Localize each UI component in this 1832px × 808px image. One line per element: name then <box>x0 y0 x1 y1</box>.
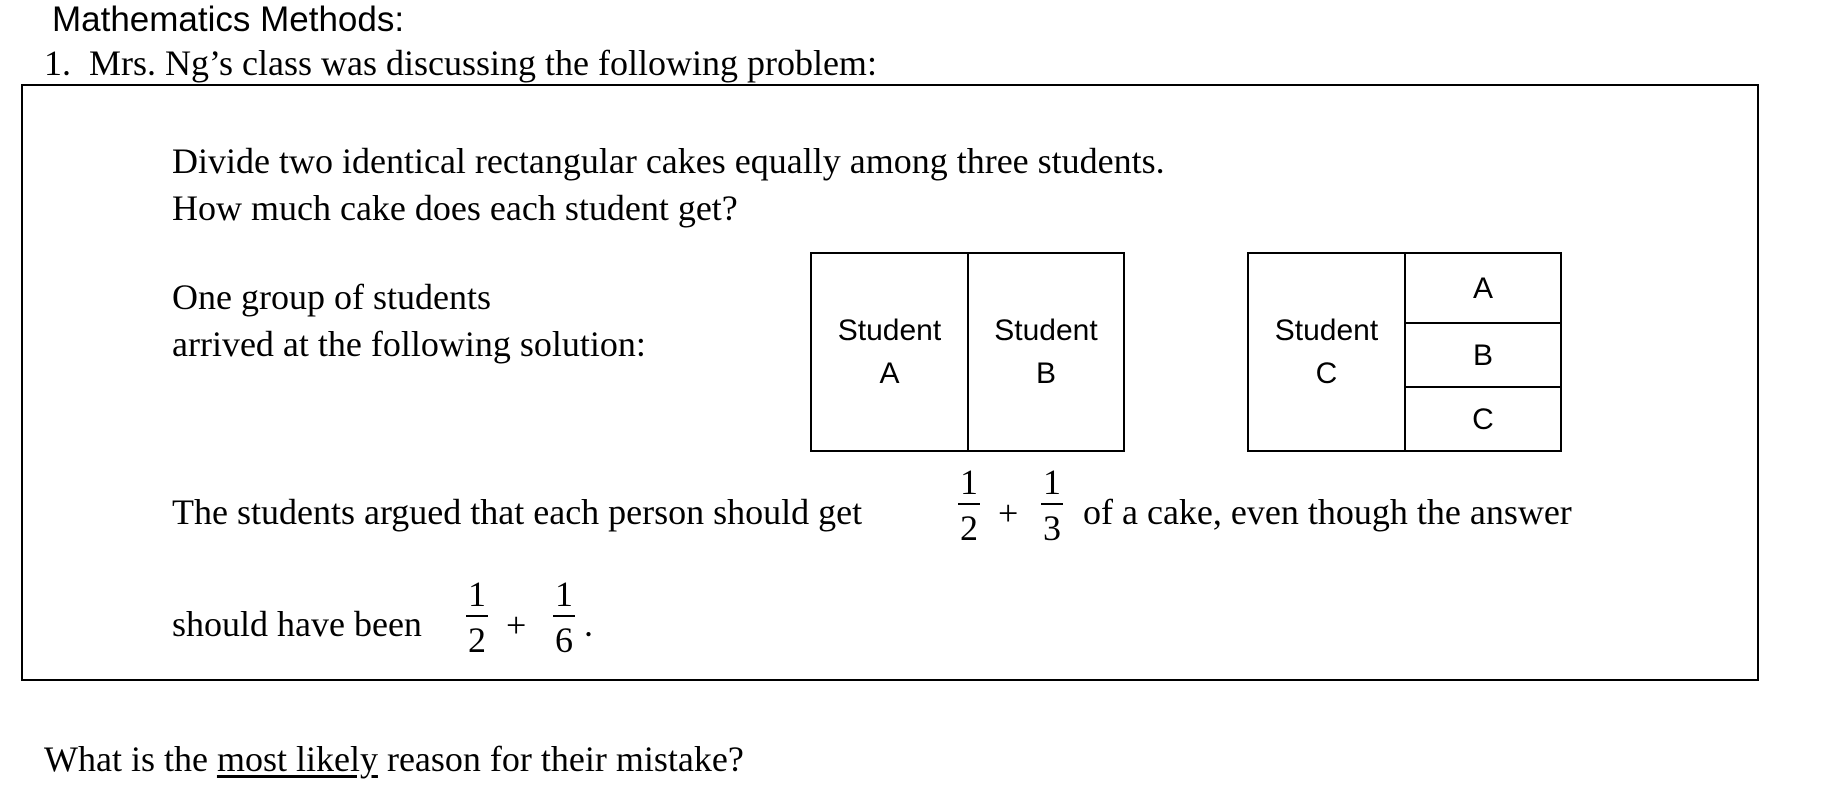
argument-fraction-1-bar <box>958 503 980 505</box>
correct-fraction-2-denominator: 6 <box>555 620 573 660</box>
argument-fraction-1-numerator: 1 <box>960 462 978 502</box>
cake-1-student-b-letter: B <box>1035 357 1056 390</box>
solution-intro-line-1: One group of students <box>172 277 491 317</box>
closing-text-after: reason for their mistake? <box>377 739 744 779</box>
cake-2-strip-c: C <box>1472 402 1494 436</box>
closing-emphasis: most likely <box>216 739 378 779</box>
correct-text-before: should have been <box>172 604 422 644</box>
problem-line-1: Divide two identical rectangular cakes equally among three students. <box>172 141 1165 181</box>
closing-question <box>44 738 744 780</box>
correct-plus: + <box>506 605 527 645</box>
cake-2-strip-a: A <box>1472 271 1493 305</box>
question-intro <box>44 42 877 84</box>
cake-1-student-a-region <box>812 254 967 450</box>
cake-2-student-c-region <box>1249 254 1404 450</box>
cake-1-student-b-label: Student <box>994 314 1098 347</box>
argument-text-before: The students argued that each person should get <box>172 492 863 532</box>
argument-fraction-2-bar <box>1041 503 1063 505</box>
argument-text-after: of a cake, even though the answer <box>1083 492 1572 532</box>
cake-2-student-c-label: Student <box>1274 314 1379 347</box>
argument-fraction-1-denominator: 2 <box>960 508 978 548</box>
cake-1-student-a-letter: A <box>879 357 900 390</box>
solution-intro <box>172 274 646 368</box>
correct-fraction-1-bar <box>466 615 488 617</box>
correct-fraction-1-denominator: 2 <box>468 620 486 660</box>
correct-period: . <box>584 604 593 644</box>
cake-2-diagram <box>1247 252 1562 452</box>
correct-fraction-2-bar <box>553 615 575 617</box>
cake-2-student-c-letter: C <box>1315 357 1338 390</box>
question-intro-text: Mrs. Ng’s class was discussing the following problem: <box>89 43 877 83</box>
cake-1-diagram <box>810 252 1125 452</box>
argument-fraction-1 <box>951 462 987 548</box>
correct-fraction-1 <box>459 574 495 660</box>
correct-fraction-2 <box>546 574 582 660</box>
correct-fraction-2-numerator: 1 <box>555 574 573 614</box>
closing-text-before: What is the <box>44 739 217 779</box>
argument-plus: + <box>998 493 1019 533</box>
cake-1-student-b-region <box>969 254 1123 450</box>
argument-fraction-2-denominator: 3 <box>1043 508 1061 548</box>
question-number: 1. <box>44 43 71 83</box>
cake-1-student-a-label: Student <box>837 314 942 347</box>
correct-fraction-1-numerator: 1 <box>468 574 486 614</box>
section-title: Mathematics Methods: <box>52 0 405 39</box>
cake-2-strip-b: B <box>1472 338 1493 372</box>
solution-intro-line-2: arrived at the following solution: <box>172 324 646 364</box>
problem-line-2: How much cake does each student get? <box>172 188 738 228</box>
problem-statement <box>172 138 1165 232</box>
argument-fraction-2 <box>1034 462 1070 548</box>
argument-fraction-2-numerator: 1 <box>1043 462 1061 502</box>
